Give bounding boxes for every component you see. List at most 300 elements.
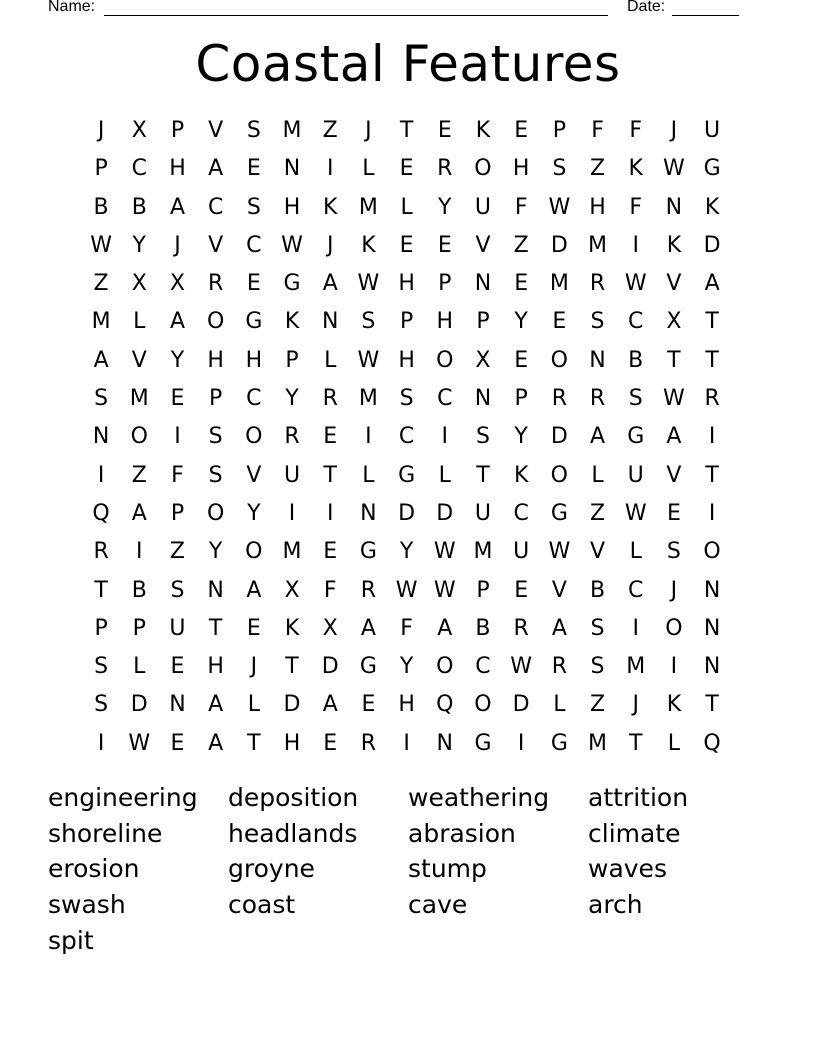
grid-letter: Y — [170, 347, 185, 373]
grid-letter: K — [323, 194, 338, 220]
grid-letter: K — [475, 118, 491, 143]
grid-letter: T — [705, 462, 719, 488]
grid-letter: L — [667, 730, 681, 756]
grid-letter: X — [131, 271, 147, 297]
grid-letter: W — [395, 577, 418, 603]
grid-letter: L — [400, 194, 413, 220]
grid-letter: O — [130, 424, 148, 450]
grid-letter: S — [94, 692, 109, 718]
grid-letter: N — [589, 347, 606, 373]
grid-letter: V — [131, 347, 147, 373]
grid-letter: X — [322, 615, 338, 641]
grid-letter: R — [284, 424, 300, 450]
grid-letter: D — [512, 692, 530, 718]
grid-letter: H — [436, 309, 454, 335]
grid-letter: I — [174, 424, 181, 450]
grid-letter: M — [358, 194, 378, 220]
grid-letter: I — [632, 615, 639, 641]
grid-letter: P — [552, 118, 566, 143]
grid-letter: L — [324, 347, 337, 373]
grid-letter: E — [170, 654, 185, 680]
grid-letter: G — [474, 730, 492, 756]
grid-letter: S — [361, 309, 376, 335]
grid-letter: O — [245, 424, 263, 450]
grid-letter: E — [361, 692, 376, 718]
word-list-item: groyne — [228, 854, 315, 884]
grid-letter: S — [552, 156, 567, 182]
grid-letter: P — [285, 347, 299, 373]
grid-letter: O — [474, 156, 492, 182]
grid-letter: B — [475, 615, 491, 641]
grid-letter: I — [288, 500, 296, 526]
grid-letter: I — [403, 730, 410, 756]
word-list-item: spit — [48, 925, 94, 955]
grid-letter: S — [590, 615, 605, 641]
grid-letter: O — [474, 692, 492, 718]
word-list-item: headlands — [228, 818, 358, 848]
grid-letter: R — [551, 654, 567, 680]
grid-letter: P — [399, 309, 414, 335]
grid-letter: N — [207, 577, 224, 603]
word-list-item: erosion — [48, 854, 140, 884]
grid-letter: W — [624, 500, 647, 526]
grid-letter: H — [283, 194, 301, 220]
grid-row — [82, 189, 734, 227]
grid-letter: C — [628, 309, 644, 335]
grid-letter: N — [703, 615, 721, 641]
grid-letter: S — [590, 309, 605, 335]
grid-letter: G — [359, 654, 377, 680]
grid-letter: Z — [322, 118, 338, 143]
grid-letter: H — [207, 347, 224, 373]
grid-letter: K — [513, 462, 529, 488]
grid-row — [82, 610, 734, 648]
grid-letter: J — [670, 577, 678, 603]
grid-letter: M — [129, 386, 149, 412]
grid-letter: L — [133, 654, 146, 680]
grid-letter: J — [670, 118, 678, 143]
grid-letter: V — [208, 232, 224, 258]
grid-letter: N — [474, 271, 492, 297]
grid-letter: M — [282, 118, 302, 143]
grid-letter: Z — [589, 500, 606, 526]
header-line — [48, 0, 748, 20]
grid-letter: C — [246, 386, 262, 412]
grid-letter: Z — [131, 462, 147, 488]
grid-letter: L — [362, 156, 375, 182]
grid-letter: C — [513, 500, 529, 526]
grid-letter: L — [438, 462, 451, 488]
grid-letter: X — [169, 271, 185, 297]
grid-letter: H — [398, 347, 415, 373]
word-list-item: arch — [588, 890, 643, 920]
grid-letter: R — [437, 156, 453, 182]
grid-letter: E — [514, 577, 529, 603]
grid-letter: J — [632, 692, 639, 718]
grid-letter: Y — [399, 539, 414, 565]
grid-letter: E — [514, 271, 529, 297]
grid-letter: Y — [247, 500, 261, 526]
grid-letter: A — [208, 692, 224, 718]
grid-letter: N — [283, 156, 301, 182]
grid-letter: C — [131, 156, 147, 182]
grid-letter: E — [514, 347, 529, 373]
grid-letter: F — [629, 194, 643, 220]
grid-letter: J — [174, 232, 181, 258]
grid-letter: A — [704, 271, 720, 297]
grid-letter: I — [136, 539, 143, 565]
grid-letter: N — [321, 309, 339, 335]
grid-letter: R — [551, 386, 567, 412]
grid-letter: E — [552, 309, 567, 335]
grid-row — [82, 265, 734, 303]
grid-letter: Y — [514, 424, 528, 450]
grid-letter: I — [326, 500, 334, 526]
grid-letter: K — [628, 156, 643, 182]
grid-letter: T — [705, 309, 719, 335]
grid-letter: W — [90, 232, 112, 258]
word-list-item: coast — [228, 890, 296, 920]
grid-letter: F — [400, 615, 413, 641]
grid-row — [82, 533, 734, 571]
grid-letter: C — [246, 232, 262, 258]
grid-letter: I — [517, 730, 525, 756]
grid-letter: P — [94, 156, 108, 182]
grid-letter: L — [629, 539, 642, 565]
grid-letter: V — [246, 462, 262, 488]
grid-letter: L — [247, 692, 260, 718]
grid-letter: S — [475, 424, 490, 450]
name-blank-line[interactable] — [104, 15, 608, 16]
grid-letter: Z — [169, 539, 185, 565]
grid-letter: G — [627, 424, 645, 450]
grid-letter: D — [283, 692, 301, 718]
grid-letter: C — [628, 577, 644, 603]
grid-letter: M — [473, 539, 493, 565]
grid-letter: A — [169, 309, 185, 335]
grid-letter: S — [666, 539, 681, 565]
grid-letter: E — [666, 500, 681, 526]
grid-letter: Z — [93, 271, 109, 297]
grid-letter: O — [550, 347, 568, 373]
grid-letter: O — [703, 539, 721, 565]
grid-row — [82, 112, 734, 150]
grid-letter: P — [514, 386, 528, 412]
grid-letter: I — [708, 424, 716, 450]
grid-letter: Q — [92, 500, 110, 526]
grid-letter: E — [514, 118, 529, 143]
word-list-item: stump — [408, 854, 487, 884]
grid-letter: P — [476, 577, 490, 603]
grid-letter: A — [437, 615, 453, 641]
grid-letter: P — [209, 386, 223, 412]
grid-letter: F — [629, 118, 643, 143]
grid-letter: N — [436, 730, 454, 756]
grid-letter: D — [550, 232, 568, 258]
grid-letter: E — [399, 156, 414, 182]
grid-letter: Y — [285, 386, 299, 412]
grid-letter: D — [398, 500, 416, 526]
word-list-item: shoreline — [48, 818, 163, 848]
grid-letter: U — [474, 500, 492, 526]
grid-letter: P — [170, 118, 185, 143]
grid-letter: M — [588, 730, 608, 756]
grid-letter: E — [323, 730, 338, 756]
grid-letter: V — [208, 118, 224, 143]
page-title: Coastal Features — [195, 35, 621, 93]
grid-letter: T — [208, 615, 223, 641]
grid-letter: H — [207, 654, 224, 680]
grid-letter: T — [94, 577, 108, 603]
grid-letter: N — [474, 386, 492, 412]
grid-letter: F — [171, 462, 184, 488]
grid-letter: B — [628, 347, 644, 373]
grid-letter: G — [398, 462, 416, 488]
grid-letter: N — [703, 577, 721, 603]
grid-letter: O — [245, 539, 263, 565]
grid-letter: O — [436, 347, 454, 373]
grid-letter: O — [550, 462, 568, 488]
grid-row — [82, 418, 734, 456]
grid-letter: G — [245, 309, 263, 335]
grid-letter: T — [705, 347, 719, 373]
grid-letter: U — [169, 615, 186, 641]
grid-letter: A — [322, 692, 338, 718]
grid-letter: W — [281, 232, 303, 258]
grid-letter: H — [169, 156, 186, 182]
grid-letter: L — [591, 462, 604, 488]
grid-letter: I — [326, 156, 334, 182]
grid-letter: H — [398, 692, 415, 718]
grid-letter: A — [590, 424, 606, 450]
letter-grid — [82, 112, 734, 763]
grid-letter: E — [246, 271, 261, 297]
grid-letter: L — [362, 462, 375, 488]
grid-row — [82, 380, 734, 418]
grid-letter: H — [589, 194, 606, 220]
grid-letter: W — [663, 156, 685, 182]
grid-letter: E — [170, 386, 185, 412]
grid-letter: S — [208, 462, 223, 488]
word-list-item: swash — [48, 890, 126, 920]
grid-letter: T — [399, 118, 414, 143]
grid-letter: A — [551, 615, 567, 641]
grid-letter: T — [247, 730, 261, 756]
grid-letter: T — [705, 692, 719, 718]
grid-letter: F — [323, 577, 337, 603]
grid-letter: A — [666, 424, 682, 450]
word-list-item: waves — [588, 854, 667, 884]
grid-letter: I — [708, 500, 716, 526]
grid-letter: T — [667, 347, 681, 373]
grid-letter: I — [97, 730, 105, 756]
grid-letter: E — [437, 118, 452, 143]
grid-letter: V — [666, 271, 682, 297]
grid-letter: E — [170, 730, 185, 756]
grid-letter: Z — [513, 232, 529, 258]
grid-row — [82, 150, 734, 188]
grid-letter: R — [93, 539, 109, 565]
grid-letter: N — [703, 654, 721, 680]
grid-letter: R — [589, 271, 606, 297]
grid-letter: D — [130, 692, 148, 718]
grid-letter: A — [246, 577, 262, 603]
grid-letter: J — [365, 118, 372, 143]
grid-letter: I — [632, 232, 639, 258]
grid-letter: W — [624, 271, 647, 297]
grid-letter: B — [131, 577, 147, 603]
grid-letter: O — [436, 654, 454, 680]
grid-letter: K — [666, 692, 682, 718]
grid-row — [82, 725, 734, 763]
grid-letter: S — [208, 424, 223, 450]
grid-letter: W — [510, 654, 533, 680]
grid-letter: M — [626, 654, 646, 680]
word-list-item: attrition — [588, 783, 689, 812]
grid-letter: E — [437, 232, 452, 258]
grid-letter: S — [94, 654, 109, 680]
grid-letter: S — [170, 577, 185, 603]
grid-letter: U — [704, 118, 721, 143]
grid-letter: D — [703, 232, 721, 258]
grid-letter: G — [703, 156, 721, 182]
grid-letter: U — [474, 194, 492, 220]
grid-letter: Z — [589, 692, 606, 718]
grid-letter: V — [475, 232, 491, 258]
grid-letter: D — [321, 654, 339, 680]
grid-letter: M — [549, 271, 569, 297]
grid-letter: R — [360, 577, 377, 603]
grid-letter: T — [285, 654, 299, 680]
grid-letter: F — [514, 194, 528, 220]
grid-row — [82, 457, 734, 495]
grid-letter: V — [666, 462, 682, 488]
grid-letter: W — [663, 386, 685, 412]
grid-row — [82, 572, 734, 610]
grid-letter: U — [627, 462, 644, 488]
grid-letter: A — [208, 156, 224, 182]
grid-letter: K — [704, 194, 720, 220]
grid-letter: W — [548, 194, 571, 220]
grid-letter: R — [704, 386, 720, 412]
grid-letter: A — [93, 347, 109, 373]
grid-letter: C — [475, 654, 491, 680]
grid-letter: I — [97, 462, 105, 488]
grid-letter: R — [589, 386, 606, 412]
grid-letter: H — [398, 271, 415, 297]
grid-letter: G — [550, 730, 568, 756]
grid-letter: N — [169, 692, 186, 718]
grid-letter: L — [553, 692, 566, 718]
grid-letter: F — [591, 118, 604, 143]
word-list — [48, 780, 768, 958]
grid-letter: W — [357, 347, 380, 373]
grid-letter: P — [132, 615, 146, 641]
grid-letter: Y — [208, 539, 223, 565]
grid-letter: W — [548, 539, 571, 565]
grid-letter: H — [512, 156, 530, 182]
grid-letter: P — [438, 271, 452, 297]
grid-letter: G — [550, 500, 568, 526]
grid-letter: A — [208, 730, 224, 756]
grid-letter: M — [588, 232, 608, 258]
grid-letter: E — [246, 156, 261, 182]
grid-letter: K — [284, 615, 300, 641]
grid-letter: B — [93, 194, 109, 220]
date-blank-line[interactable] — [672, 15, 739, 16]
grid-letter: S — [94, 386, 109, 412]
grid-letter: T — [628, 730, 643, 756]
grid-letter: M — [358, 386, 378, 412]
grid-letter: S — [246, 194, 261, 220]
grid-letter: W — [357, 271, 380, 297]
grid-letter: X — [475, 347, 491, 373]
grid-letter: A — [131, 500, 147, 526]
grid-letter: R — [360, 730, 377, 756]
word-list-item: climate — [588, 818, 681, 848]
grid-letter: W — [433, 577, 456, 603]
grid-letter: X — [666, 309, 682, 335]
grid-letter: Y — [399, 654, 414, 680]
grid-letter: I — [670, 654, 678, 680]
grid-letter: A — [360, 615, 376, 641]
grid-letter: I — [441, 424, 449, 450]
grid-row — [82, 686, 734, 724]
date-label: Date: — [627, 0, 666, 15]
grid-row — [82, 495, 734, 533]
grid-letter: E — [246, 615, 261, 641]
grid-letter: Z — [589, 156, 606, 182]
grid-letter: O — [206, 500, 225, 526]
grid-letter: E — [399, 232, 414, 258]
grid-letter: P — [170, 500, 185, 526]
grid-letter: G — [283, 271, 301, 297]
grid-letter: K — [666, 232, 682, 258]
word-list-item: cave — [408, 890, 468, 920]
grid-letter: K — [361, 232, 376, 258]
grid-letter: M — [282, 539, 302, 565]
grid-letter: C — [437, 386, 453, 412]
grid-letter: N — [360, 500, 377, 526]
word-list-item: deposition — [228, 783, 359, 812]
grid-letter: U — [513, 539, 530, 565]
grid-letter: J — [97, 118, 105, 143]
grid-letter: Y — [438, 194, 452, 220]
grid-letter: H — [245, 347, 263, 373]
grid-letter: X — [284, 577, 300, 603]
grid-letter: S — [246, 118, 261, 143]
grid-letter: J — [250, 654, 258, 680]
word-list-item: engineering — [48, 783, 198, 812]
grid-letter: W — [433, 539, 456, 565]
grid-letter: T — [323, 462, 337, 488]
grid-letter: O — [206, 309, 225, 335]
grid-row — [82, 303, 734, 341]
grid-letter: R — [513, 615, 529, 641]
grid-letter: V — [551, 577, 567, 603]
grid-letter: L — [133, 309, 146, 335]
grid-letter: E — [323, 424, 338, 450]
grid-letter: S — [628, 386, 643, 412]
grid-letter: I — [365, 424, 372, 450]
grid-letter: N — [92, 424, 110, 450]
grid-letter: V — [590, 539, 606, 565]
grid-row — [82, 648, 734, 686]
grid-letter: D — [550, 424, 568, 450]
grid-letter: Q — [703, 730, 721, 756]
word-list-item: abrasion — [408, 818, 516, 848]
grid-letter: A — [322, 271, 338, 297]
